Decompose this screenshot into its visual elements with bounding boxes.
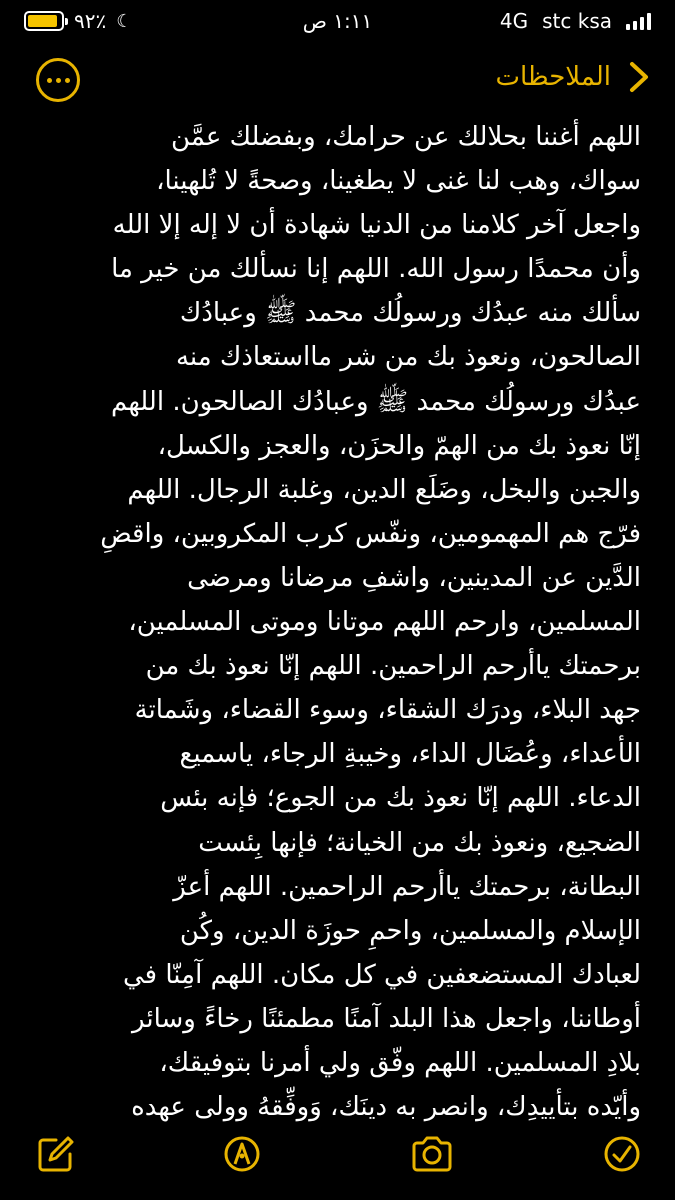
back-to-notes-button[interactable] [496, 60, 654, 94]
status-bar [0, 0, 675, 42]
note-line: لعبادك المستضعفين في كل مكان. اللهم آمِنّا في [123, 959, 641, 990]
note-line: برحمتك ياأرحم الراحمين. اللهم إنّا نعوذ بك من [145, 651, 641, 682]
status-right-group [500, 9, 651, 33]
note-line: الضجيع، ونعوذ بك من الخيانة؛ فإنها بِئست [198, 827, 641, 858]
note-line: جهد البلاء، ودرَك الشقاء، وسوء القضاء، وشَماتة [134, 695, 641, 726]
network-type: 4G [499, 9, 529, 33]
compose-icon [36, 1134, 76, 1174]
status-time: ١:١١ ص [302, 9, 373, 33]
markup-button[interactable] [220, 1132, 264, 1176]
note-line: فرّج هم المهمومين، ونفّس كرب المكروبين، واقضِ [100, 518, 641, 549]
battery-fill [28, 15, 57, 27]
note-line: الدعاء. اللهم إنّا نعوذ بك من الجوع؛ فإنه بئس [160, 783, 641, 814]
signal-strength-icon [626, 12, 651, 30]
bottom-toolbar [0, 1120, 675, 1200]
note-line: إنّا نعوذ بك من الهمّ والحزَن، والعجز والكسل، [157, 430, 641, 461]
back-label: الملاحظات [495, 62, 611, 92]
note-text-area[interactable] [29, 115, 641, 1125]
note-line: بلادِ المسلمين. اللهم وفّق ولي أمرنا بتوفيقك، [159, 1047, 641, 1078]
navigation-bar [0, 50, 675, 110]
carrier-name: stc ksa [542, 9, 612, 33]
note-line: والجبن والبخل، وضَلَع الدين، وغلبة الرجال. اللهم [127, 474, 641, 505]
more-dot-icon [65, 78, 70, 83]
note-line: واجعل آخر كلامنا من الدنيا شهادة أن لا إله إلا الله [112, 210, 641, 241]
do-not-disturb-moon-icon: ☾ [116, 10, 133, 32]
note-line: اللهم أغننا بحلالك عن حرامك، وبفضلك عمَّن [171, 122, 641, 152]
chevron-back-icon [623, 60, 653, 94]
battery-icon [24, 11, 64, 31]
note-line: الأعداء، وعُضَال الداء، وخيبةِ الرجاء، ياسميع [179, 739, 641, 770]
new-note-button[interactable] [34, 1132, 78, 1176]
note-line: الدَّين عن المدينين، واشفِ مرضانا ومرضى [187, 562, 641, 593]
note-line: عبدُك ورسولُك محمد ﷺ وعبادُك الصالحون. اللهم [111, 386, 641, 417]
pen-tip-icon [222, 1134, 262, 1174]
more-dot-icon [47, 78, 52, 83]
note-line: المسلمين، وارحم اللهم موتانا وموتى المسلمين، [128, 607, 641, 638]
note-line: الصالحون، ونعوذ بك من شر مااستعاذك منه [175, 342, 641, 373]
note-line: وأيّده بتأييدِك، وانصر به دينَك، وَوفِّقهُ وولى عهده [131, 1092, 641, 1123]
note-line: سألك منه عبدُك ورسولُك محمد ﷺ وعبادُك [179, 298, 641, 329]
note-line: أوطاننا، واجعل هذا البلد آمنًا مطمئنًا رخاءً وسائر [132, 1003, 641, 1034]
checklist-button[interactable] [600, 1132, 644, 1176]
battery-percent: ٩٢٪ [74, 9, 107, 33]
camera-button[interactable] [410, 1132, 454, 1176]
checkmark-circle-icon [602, 1134, 642, 1174]
more-options-button[interactable] [36, 58, 80, 102]
camera-icon [410, 1134, 454, 1174]
note-line: سواك، وهب لنا غنى لا يطغينا، وصحةً لا تُلهينا، [156, 166, 641, 197]
note-line: البطانة، برحمتك ياأرحم الراحمين. اللهم أعزّ [173, 871, 641, 902]
more-dot-icon [56, 78, 61, 83]
note-line: وأن محمدًا رسول الله. اللهم إنا نسألك من خير ما [111, 254, 641, 285]
note-line: الإسلام والمسلمين، واحمِ حوزَة الدين، وكُن [179, 915, 641, 946]
status-left-group [24, 9, 132, 33]
